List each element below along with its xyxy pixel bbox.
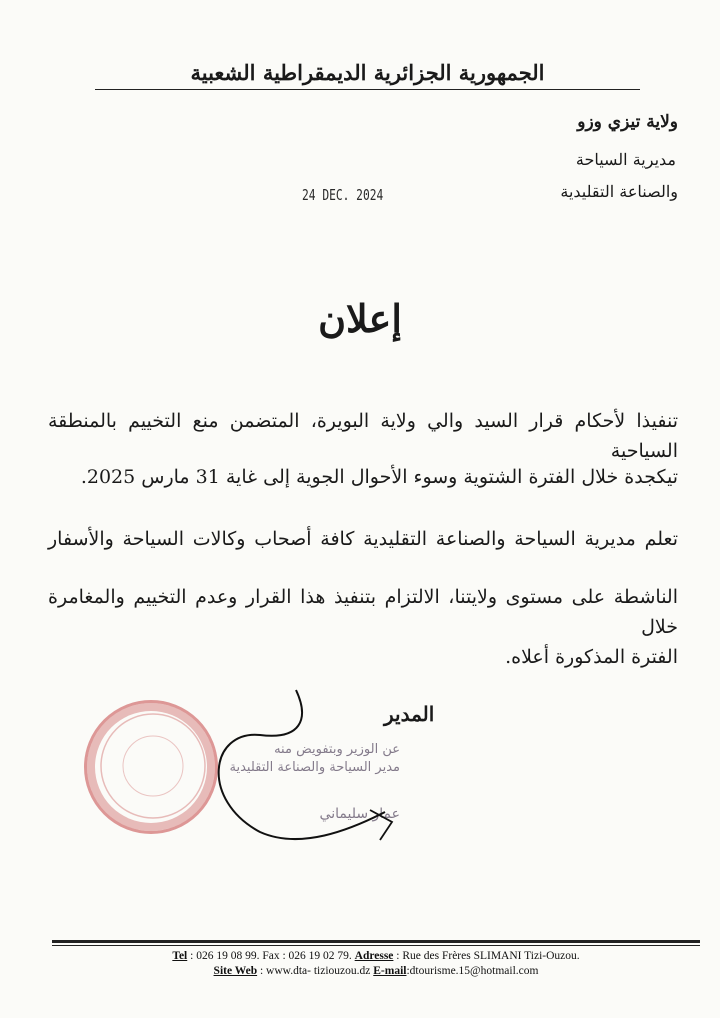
site-value[interactable]: : www.dta- tiziouzou.dz [259, 965, 371, 977]
footer-contact-line [52, 950, 700, 962]
stamp-text-line-1: عن الوزير وبتفويض منه [274, 742, 400, 757]
fax-value: : 026 19 02 79. [282, 950, 352, 962]
republic-heading: الجمهورية الجزائرية الديمقراطية الشعبية [95, 60, 640, 90]
directorate-line-1: مديرية السياحة [575, 150, 676, 169]
announcement-title: إعلان [318, 296, 402, 341]
tel-label: Tel [172, 950, 188, 962]
paragraph-1-line-1: تنفيذا لأحكام قرار السيد والي ولاية البويرة، المتضمن منع التخييم بالمنطقة السياحية [48, 410, 678, 462]
stamp-text-line-2: مدير السياحة والصناعة التقليدية [229, 760, 400, 775]
email-label: E-mail [373, 965, 407, 977]
footer-rule-thick [52, 940, 700, 943]
site-label: Site Web [213, 965, 258, 977]
date-stamp: 24 DEC. 2024 [302, 186, 384, 204]
signer-title: المدير [384, 702, 435, 726]
fax-label: Fax [262, 950, 280, 962]
footer-web-line [52, 965, 700, 977]
email-value[interactable]: :dtourisme.15@hotmail.com [406, 965, 539, 977]
address-value: : Rue des Frères SLIMANI Tizi-Ouzou. [396, 950, 580, 962]
paragraph-1-line-2: تيكجدة خلال الفترة الشتوية وسوء الأحوال الجوية إلى غاية 31 مارس 2025. [80, 466, 678, 488]
wilaya-name: ولاية تيزي وزو [577, 112, 678, 132]
paragraph-2-line-2: الناشطة على مستوى ولايتنا، الالتزام بتنفيذ هذا القرار وعدم التخييم والمغامرة خلال [48, 586, 678, 638]
official-round-stamp [84, 700, 218, 834]
footer-rule-thin [52, 945, 700, 946]
tel-value: : 026 19 08 99. [190, 950, 260, 962]
paragraph-2-line-1: تعلم مديرية السياحة والصناعة التقليدية كافة أصحاب وكالات السياحة والأسفار [48, 528, 678, 550]
paragraph-2-line-3: الفترة المذكورة أعلاه. [505, 646, 678, 668]
stamp-name: عمار سليماني [319, 806, 400, 822]
address-label: Adresse [354, 950, 394, 962]
directorate-line-2: والصناعة التقليدية [560, 182, 678, 201]
